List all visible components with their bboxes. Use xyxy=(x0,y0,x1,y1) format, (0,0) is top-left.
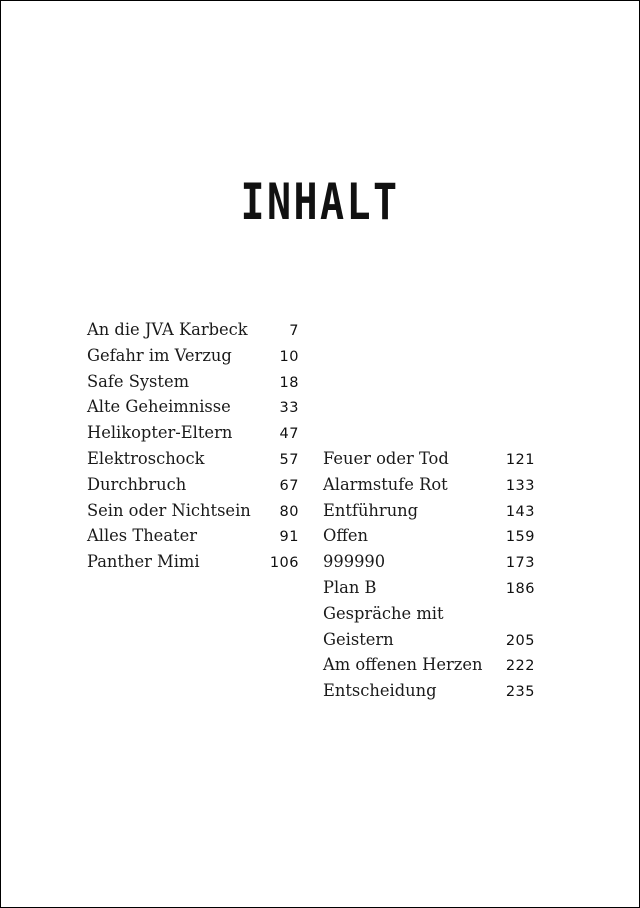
toc-entry-page: 57 xyxy=(279,451,299,468)
toc-entry-title: Feuer oder Tod xyxy=(323,449,449,468)
toc-entry-page: 106 xyxy=(269,555,299,572)
toc-entry xyxy=(323,601,535,627)
toc-entry-page: 205 xyxy=(505,632,535,649)
toc-entry-title: Geistern xyxy=(323,629,394,649)
toc-entry xyxy=(323,523,535,549)
toc-entry-title: Plan B xyxy=(323,577,377,597)
toc-entry-title: Gespräche mit xyxy=(323,603,444,623)
toc-entry-title: An die JVA Karbeck xyxy=(87,320,248,339)
toc-entry xyxy=(87,369,299,395)
toc-entry-title: Helikopter-Eltern xyxy=(87,423,233,443)
toc-entry xyxy=(87,549,299,575)
toc-entry-title: Entführung xyxy=(323,500,419,520)
toc-entry-page: 186 xyxy=(505,580,535,597)
toc-entry-title: Am offenen Herzen xyxy=(323,655,483,675)
toc-entry-page: 10 xyxy=(279,348,299,365)
toc-entry-title: Alte Geheimnisse xyxy=(87,397,231,417)
toc-entry-title: Safe System xyxy=(87,371,190,391)
toc-column-left xyxy=(87,317,299,575)
toc-entry-page: 33 xyxy=(279,400,299,417)
toc-entry xyxy=(323,678,535,704)
toc-entry-title: Elektroschock xyxy=(87,448,205,468)
toc-entry-title: Panther Mimi xyxy=(87,552,200,572)
toc-entry-title: Sein oder Nichtsein xyxy=(87,500,251,520)
toc-entry-title: Alarmstufe Rot xyxy=(323,474,448,494)
toc-entry xyxy=(87,498,299,524)
toc-entry xyxy=(87,446,299,472)
toc-entry xyxy=(323,446,535,472)
toc-entry-title: Entscheidung xyxy=(323,681,437,701)
toc-entry-page: 222 xyxy=(505,658,535,675)
toc-entry-page: 67 xyxy=(279,477,299,494)
toc-entry xyxy=(87,394,299,420)
toc-entry xyxy=(323,472,535,498)
toc-entry-page: 159 xyxy=(505,529,535,546)
toc-entry-page: 173 xyxy=(505,555,535,572)
toc-entry-page: 143 xyxy=(505,503,535,520)
toc-entry-page: 80 xyxy=(279,503,299,520)
toc-entry xyxy=(87,420,299,446)
toc-entry xyxy=(323,549,535,575)
toc-entry-title: 999990 xyxy=(323,552,386,572)
toc-entry xyxy=(323,627,535,653)
toc-entry-page: 235 xyxy=(505,684,535,701)
toc-entry-title: Alles Theater xyxy=(87,526,197,546)
toc-entry xyxy=(323,652,535,678)
toc-entry xyxy=(87,343,299,369)
toc-entry-page: 133 xyxy=(505,477,535,494)
toc-entry xyxy=(87,523,299,549)
toc-entry-page: 7 xyxy=(289,323,299,339)
toc-entry xyxy=(87,472,299,498)
toc-entry-page: 121 xyxy=(505,452,535,468)
page-title: INHALT xyxy=(240,173,400,231)
toc-entry-title: Gefahr im Verzug xyxy=(87,345,232,365)
toc-entry-title: Durchbruch xyxy=(87,474,187,494)
toc-entry xyxy=(87,317,299,343)
toc-entry xyxy=(323,498,535,524)
toc-column-right xyxy=(323,446,535,704)
toc-entry-title: Offen xyxy=(323,526,369,546)
toc-entry xyxy=(323,575,535,601)
toc-entry-page: 47 xyxy=(279,426,299,443)
toc-entry-page: 91 xyxy=(279,529,299,546)
toc-entry-page: 18 xyxy=(279,374,299,391)
